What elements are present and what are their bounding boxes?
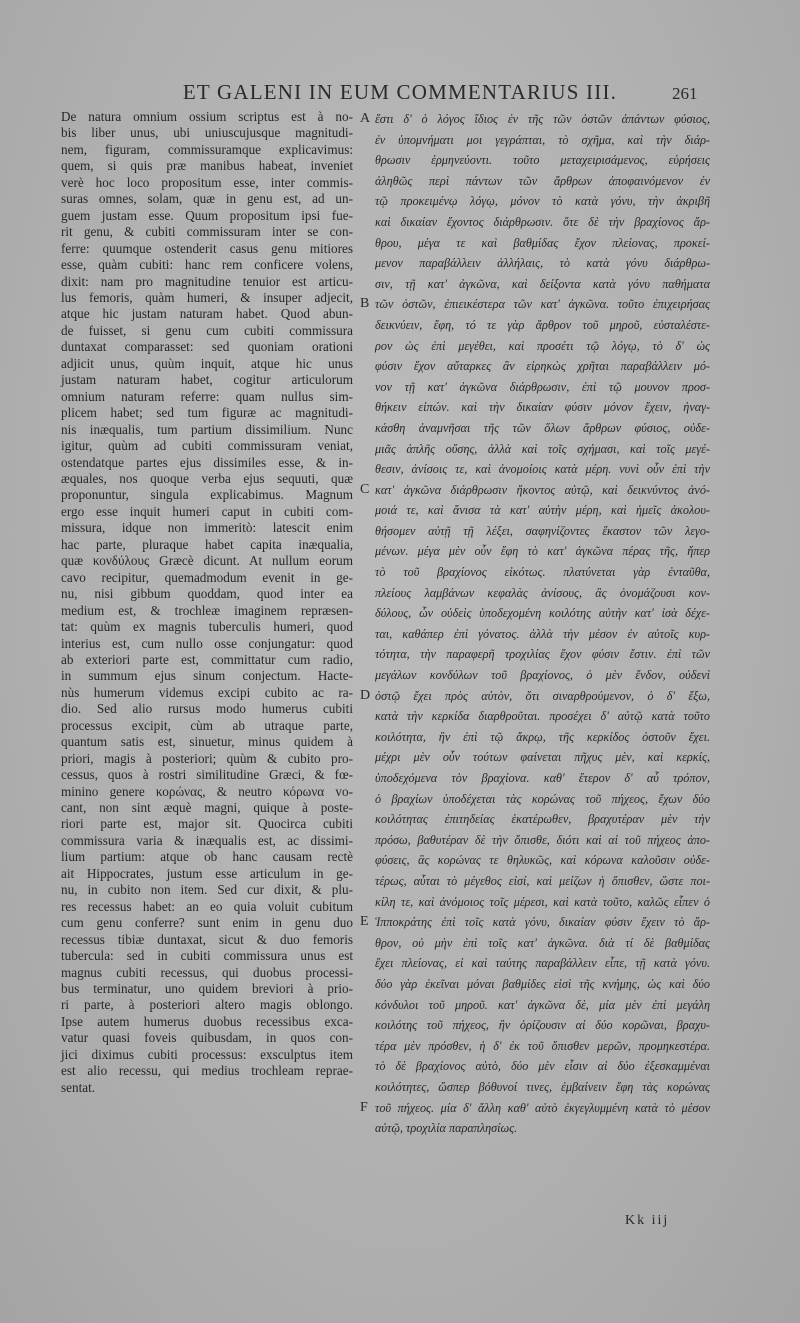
greek-text-line: θήσομεν αὐτῇ τῇ λέξει, σαφηνίζοντες ἕκαστον τῶν λεγο- (375, 523, 710, 538)
latin-text-line: interius est, cum nullo osse conjungatur: quod (61, 635, 353, 651)
greek-text-line: μενον παραβάλλειν ἀλλήλαις, τὸ κατὰ γόνυ διάρθρω- (375, 256, 710, 271)
margin-letter: C (360, 481, 370, 497)
latin-text-line: hac parte, pluraque habet capita inæqualia, (61, 536, 353, 552)
greek-text-line: καὶ δικαίαν ἔχοντος διάρθρωσιν. ὅτε δὲ τὴν βραχίονος ἄρ- (375, 214, 710, 229)
latin-text-line: bis liber unus, ubi uniuscujusque magnitudi- (61, 125, 353, 141)
greek-text-line: κόνδυλοι τοῦ μηροῦ. κατ' ἀγκῶνα δὲ, μία μὲν ἐπὶ μεγάλη (375, 997, 710, 1012)
latin-text-line: vatur quasi foveis quibusdam, in quos con- (61, 1030, 353, 1046)
greek-text-line: τέρα μὲν πρόσθεν, ἡ δ' ἐκ τοῦ ὄπισθεν μερῶν, προμηκεστέρα. (375, 1038, 710, 1053)
latin-text-line: quæ κονδύλους Græcè dicunt. At nullum eorum (61, 553, 353, 569)
latin-text-line: ostendatque partes ejus dissimiles esse, & in- (61, 454, 353, 470)
latin-text-line: lus femoris, quàm humeri, & insuper adjecit, (61, 289, 353, 305)
greek-text-line: κίλη τε, καὶ ἀνόμοιος τοῖς μέρεσι, καὶ κατὰ τοῦτο, καλῶς εἶπεν ὁ (375, 894, 710, 909)
greek-text-line: τέρως, αὗται τὸ μέγεθος εἰσί, καὶ μείζων ἡ ὄπισθεν, ὥστε ποι- (375, 873, 710, 888)
latin-text-line: cum genu conferre? sunt enim in genu duo (61, 915, 353, 931)
latin-text-line: proponuntur, singula explicabimus. Magnum (61, 487, 353, 503)
greek-text-line: ὁ βραχίων ὑποδέχεται τὰς κορώνας τοῦ πήχεος, ἔχων δύο (375, 791, 710, 806)
signature-mark: Kk iij (625, 1213, 670, 1228)
latin-text-line: tat: quùm ex magnis tuberculis humeri, quod (61, 619, 353, 635)
latin-text-line: nùs humerum videmus excipi cubito ac ra- (61, 684, 353, 700)
greek-text-line: ἔστι δ' ὁ λόγος ἴδιος ἐν τῆς τῶν ὀστῶν ἁπάντων φύσιος, (375, 112, 710, 126)
latin-text-line: est alio recessu, qui medius trochleam reprae- (61, 1063, 353, 1079)
latin-text-line: minino genere κορώνας, & neutro κόρωνα vo- (61, 783, 353, 799)
latin-text-line: adjicit unus, quùm inquit, atque hic unus (61, 355, 353, 371)
latin-text-line: æquales, nos quoque verba ejus sequuti, quæ (61, 470, 353, 486)
latin-text-line: guem justam esse. Quum propositum ipsi fue- (61, 207, 353, 223)
greek-text-line: φύσεις, ἃς κορώνας τε θηλυκῶς, καὶ κόρωνα καλοῦσιν οὐδε- (375, 853, 710, 868)
latin-text-line: dio. Sed alio rursus modo humerus cubiti (61, 701, 353, 717)
greek-text-line: δεικνύειν, ἔφη, τό τε γὰρ ἄρθρον τοῦ μηροῦ, εὐσταλέστε- (375, 317, 710, 332)
greek-text-line: θρον, οὐ μὴν ἐπὶ τοῖς κατ' ἀγκῶνα. διὰ τί δὲ βαθμίδας (375, 935, 710, 950)
latin-text-line: ferre: quumque ostenderit casus genu mitiores (61, 240, 353, 256)
latin-text-line: jici diximus cubiti processus: exsculptus item (61, 1046, 353, 1062)
greek-text-line: τοῦ πήχεος. μία δ' ἄλλη καθ' αὐτὸ ἐκγεγλυμμένη κατὰ τὸ μέσον (375, 1100, 710, 1115)
latin-text-line: cavo recipitur, quemadmodum evenit in ge- (61, 569, 353, 585)
greek-text-line: θεσιν, ἀνίσοις τε, καὶ ἀνομοίοις κατὰ μέρη. νυνὶ οὖν ἐπὶ τὴν (375, 462, 710, 477)
latin-text-line: ab exteriori parte est, committatur cum radio, (61, 651, 353, 667)
latin-text-line: igitur, quùm ad cubiti commissuram veniat, (61, 438, 353, 454)
latin-text-line: plicem habet; sed tum figuræ ac magnitudi- (61, 405, 353, 421)
margin-letter: F (360, 1099, 368, 1115)
greek-text-line: ἐν ὑπομνήματι μοι γεγράπται, τὸ σχῆμα, καὶ τὴν διάρ- (375, 132, 710, 147)
greek-text-line: φύσιν ἔχον αὔταρκες ἂν εἰρηκὼς χρῆται παραβάλλειν μό- (375, 359, 710, 374)
latin-text-line: bus terminatur, uno quidem breviori à prio- (61, 981, 353, 997)
greek-text-line: κατ' ἀγκῶνα διάρθρωσιν ἥκοντος αὐτῷ, καὶ δεικνύντος ἀνό- (375, 482, 710, 497)
latin-text-line: nem, figuram, commissuramque explicavimus: (61, 141, 353, 157)
greek-text-line: πλείους λαμβάνων κεφαλὰς ἀνίσους, ἃς ὀνομάζουσι κον- (375, 585, 710, 600)
greek-text-line: μοιά τε, καὶ ἄνισα τὰ κατ' αὐτὴν μέρη, καὶ ἡμεῖς ἀκολου- (375, 503, 710, 518)
latin-text-line: riori parte est, major sit. Quocirca cubiti (61, 816, 353, 832)
greek-text-line: σιν, τῇ κατ' ἀγκῶνα, καὶ δείξοντα κατὰ γόνυ παθήματα (375, 276, 710, 291)
latin-text-line: sentat. (61, 1079, 96, 1095)
latin-text-line: lium partium: atque ob hanc causam rectè (61, 849, 353, 865)
margin-letter: D (360, 687, 371, 703)
greek-text-line: ρον ὡς ἐπὶ μεγέθει, καὶ προσέτι τῷ λόγῳ, τὸ δ' ὡς (375, 338, 710, 353)
page-number: 261 (672, 84, 698, 103)
margin-letter: B (360, 296, 370, 312)
latin-text-line: cant, non sint æquè magni, quique à poste- (61, 800, 353, 816)
latin-text-line: nu, nisi gibbum quoddam, quod inter ea (61, 586, 353, 602)
greek-text-line: αὐτῷ, τροχιλία παραπλησίως. (375, 1121, 518, 1136)
latin-text-line: in summum ejus sinum conjectum. Hacte- (61, 668, 353, 684)
greek-text-line: ται, καθάπερ ἐπὶ γόνατος. ἀλλὰ τὴν μέσον ἐν αὐτοῖς κυρ- (375, 626, 710, 641)
latin-text-line: res recessus habet: an eo quia voluit cubitum (61, 898, 353, 914)
greek-text-line: κοιλότης τοῦ πήχεος, ἣν ὁρίζουσιν αἱ δύο κορῶναι, βραχυ- (375, 1018, 710, 1033)
greek-text-line: μένων. μέγα μὲν οὖν ἔφη τὸ κατ' ἀγκῶνα πέρας τῆς, ἤπερ (375, 544, 710, 559)
latin-text-line: omnium naturam referre: quam nullus sim- (61, 388, 353, 404)
greek-text-line: θρου, μέγα τε καὶ βαθμίδας ἔχον πλείονας, προκεί- (375, 235, 710, 250)
greek-text-line: μιᾶς ἁπλῆς οὔσης, ἀλλὰ καὶ τοῖς σχήμασι, καὶ τοῖς μεγέ- (375, 441, 710, 456)
latin-text-line: quem, si quis præ manibus habeat, inveniet (61, 158, 353, 174)
latin-text-line: cessus, quos à rostri similitudine Græci, & fœ- (61, 767, 353, 783)
greek-text-line: τὸ δὲ βραχίονος αὐτὸ, δύο μὲν εἶσιν αἱ δύο ἐξεσκαμμέναι (375, 1059, 710, 1074)
margin-letter: E (360, 914, 369, 930)
greek-text-line: πρόσω, βαθυτέραν δὲ τὴν ὄπισθε, διότι καὶ αἱ τοῦ πήχεος ἀπο- (375, 832, 710, 847)
latin-text-line: magnus cubiti recessus, qui duobus processi- (61, 964, 353, 980)
greek-text-line: τότητα, τὴν παραφερῆ τροχιλίας ἔχον φύσιν ἔστιν. ἐπὶ τῶν (375, 647, 710, 662)
latin-text-line: nu, in cubito non item. Sed cur dixit, & plu- (61, 882, 353, 898)
latin-column (61, 109, 353, 1109)
latin-text-line: nis inæqualis, tum partium dissimilium. Nunc (61, 421, 353, 437)
greek-text-line: κοιλότητας ἐπιτηδείας ἑκατέρωθεν, βραχυτέραν μὲν τὴν (375, 812, 710, 827)
latin-text-line: esse, quàm cubiti: hanc rem conficere volens, (61, 257, 353, 273)
latin-text-line: tubercula: sed in cubiti commissura unus est (61, 948, 353, 964)
greek-text-line: τῷ προκειμένῳ λόγῳ, μόνον τὸ κατὰ γόνυ, τὴν ἀκριβῆ (375, 194, 710, 209)
latin-text-line: priori, magis à posteriori; quùm & cubito pro- (61, 750, 353, 766)
greek-text-line: ὑποδεχόμενα τὸν βραχίονα. καθ' ἕτερον δ' αὖ τρόπον, (375, 771, 710, 785)
latin-text-line: De natura omnium ossium scriptus est à no- (61, 109, 353, 124)
latin-text-line: commissura varia & inæqualis est, ac dissimi- (61, 832, 353, 848)
greek-text-line: τῶν ὀστῶν, ἐπιεικέστερα τῶν κατ' ἀγκῶνα. τοῦτο ἐπιχειρήσας (375, 297, 710, 312)
latin-text-line: quantum satis est, sinuetur, minus quidem à (61, 734, 353, 750)
latin-text-line: dixit: nam pro magnitudine tenuior est articu- (61, 273, 353, 289)
greek-text-line: θρωσιν ἑρμηνεύοντι. τοῦτο μεταχειρισάμενος, εὑρήσεις (375, 153, 710, 168)
latin-text-line: medium est, & trochleæ imaginem repræsen- (61, 602, 353, 618)
greek-text-line: νον τῇ κατ' ἀγκῶνα διάρθρωσιν, ἐπὶ τῷ μουνον προσ- (375, 379, 710, 394)
latin-text-line: duntaxat comparasset: sed quoniam orationi (61, 339, 353, 355)
latin-text-line: rit genu, & cubiti commissuram inter se con- (61, 224, 353, 240)
greek-text-line: μεγάλων κονδύλων τοῦ βραχίονος, ὁ μὲν ἔνδον, οὐδενὶ (375, 668, 710, 683)
greek-text-line: κατὰ τὴν κερκίδα διαρθροῦται. προσέχει δ' αὐτῷ κατὰ τοῦτο (375, 709, 710, 724)
latin-text-line: missura, idque non immeritò: latescit enim (61, 520, 353, 536)
greek-text-line: δύλους, ὧν οὐδεὶς ὑποδεχομένη κοιλότης αὐτὴν κατ' ἰσὰ δέχε- (375, 606, 710, 621)
greek-text-line: κοιλότητες, ὥσπερ βόθυνοί τινες, ἐμβαίνειν ἔφη τὰς κορώνας (375, 1079, 710, 1094)
latin-text-line: ri parte, à posteriori altero magis oblongo. (61, 997, 353, 1013)
greek-text-line: ὀστῷ ἔχει πρὸς αὐτὸν, ὅτι σιναρθρούμενον, ὁ δ' ἔξω, (375, 688, 710, 703)
greek-text-line: κοιλότητα, ἣν ἐπὶ τῷ ἄκρῳ, τῆς κερκίδος ὀστοῦν ἔχει. (375, 729, 710, 744)
latin-text-line: recessus tibiæ duntaxat, sicut & duo femoris (61, 931, 353, 947)
latin-text-line: de fuisset, si genu cum cubiti commissura (61, 322, 353, 338)
latin-text-line: Ipse autem humerus duobus recessibus exca- (61, 1013, 353, 1029)
latin-text-line: atque hic justam naturam habet. Quod abun- (61, 306, 353, 322)
greek-column (375, 109, 710, 1136)
latin-text-line: justam naturam habet, cogitur articulorum (61, 372, 353, 388)
latin-text-line: processus excipit, cùm ab utraque parte, (61, 717, 353, 733)
greek-text-line: κάσθη ἀναμνῆσαι τῆς τῶν ὅλων ἄρθρων φύσιος, οὐδε- (375, 420, 710, 435)
running-head: ET GALENI IN EUM COMMENTARIUS III. (182, 80, 618, 104)
latin-text-line: suras omnes, solam, quæ in genu est, ad un- (61, 191, 353, 207)
greek-text-line: ἔχει πλείονας, εἰ καὶ ταύτης παραβάλλειν εἶπε, τῇ κατὰ γόνυ. (375, 956, 710, 971)
greek-text-line: δύο γὰρ ἐκεῖναι μόναι βαθμίδες εἰσὶ τῆς κνήμης, ὡς καὶ δύο (375, 976, 710, 991)
greek-text-line: θήκειν εἰπών. καὶ τὴν δικαίαν φύσιν μόνον ἔχειν, ἠναγ- (375, 400, 710, 415)
greek-text-line: Ἱπποκράτης ἐπὶ τοῖς κατὰ γόνυ, δικαίαν φύσιν ἔχειν τὸ ἄρ- (375, 915, 710, 930)
latin-text-line: ergo esse inquit humeri caput in cubiti com- (61, 503, 353, 519)
greek-text-line: ἀληθῶς περὶ πάντων τῶν ἄρθρων ἀποφαινόμενον ἐν (375, 173, 710, 188)
greek-text-line: μέχρι μὲν οὖν τούτων φαίνεται πῆχυς μὲν, καὶ κερκίς, (375, 750, 710, 765)
margin-letter: A (360, 111, 371, 126)
greek-text-line: τὸ τοῦ βραχίονος εἰκότως. πλατύνεται γὰρ ἐνταῦθα, (375, 565, 710, 580)
latin-text-line: verè hoc loco propositum esse, inter commis- (61, 174, 353, 190)
latin-text-line: ait Hippocrates, justum esse articulum in ge- (61, 865, 353, 881)
